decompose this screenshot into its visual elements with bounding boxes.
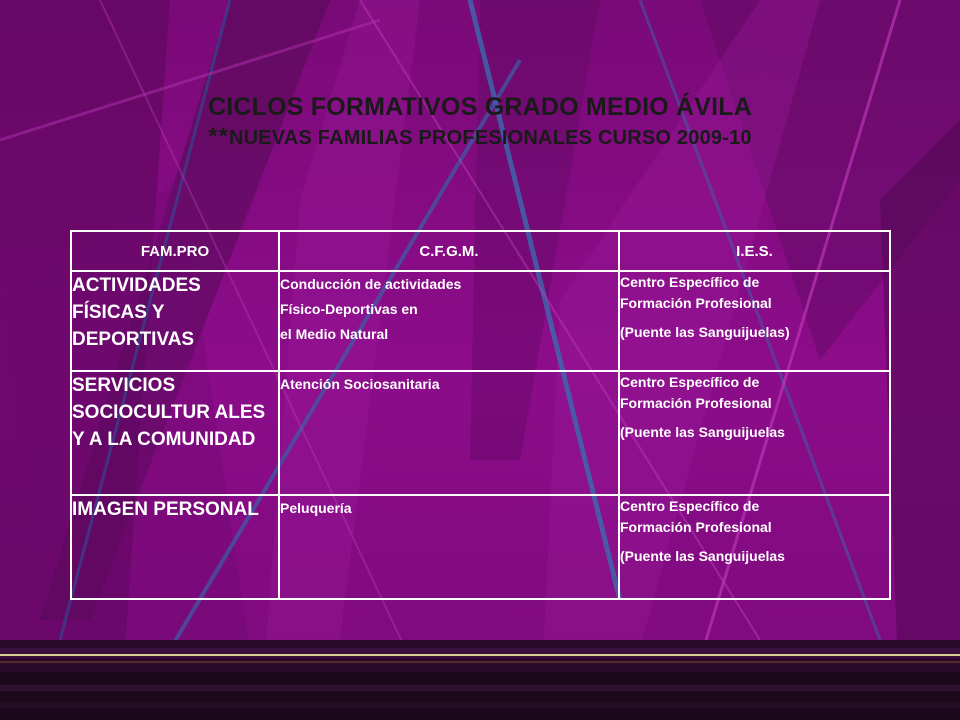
- familia-cell: SERVICIOS SOCIOCULTUR ALES Y A LA COMUNIDAD: [71, 371, 279, 495]
- ciclo-line: Físico-Deportivas en: [280, 301, 418, 317]
- title-line-2-text: NUEVAS FAMILIAS PROFESIONALES CURSO 2009-10: [228, 127, 752, 149]
- ies-line: Centro Específico de: [620, 498, 760, 514]
- title-asterisks: **: [208, 123, 229, 150]
- ies-cell: [619, 371, 890, 495]
- ciclo-cell: [279, 371, 619, 495]
- ciclo-line: Peluquería: [280, 500, 352, 516]
- ies-cell: [619, 271, 890, 371]
- ies-cell: [619, 495, 890, 599]
- ies-line: Formación Profesional: [620, 519, 772, 535]
- header-ies: I.E.S.: [619, 231, 890, 271]
- ciclos-table: [70, 230, 891, 600]
- ciclo-cell: [279, 495, 619, 599]
- familia-cell: ACTIVIDADES FÍSICAS Y DEPORTIVAS: [71, 271, 279, 371]
- familia-cell: IMAGEN PERSONAL: [71, 495, 279, 599]
- ies-line: Centro Específico de: [620, 374, 760, 390]
- title-line-2: [0, 123, 960, 152]
- table-header-row: [71, 231, 890, 271]
- table-row: [71, 371, 890, 495]
- ies-line: Formación Profesional: [620, 395, 772, 411]
- ies-line: (Puente las Sanguijuelas: [620, 548, 785, 564]
- ciclo-line: Atención Sociosanitaria: [280, 376, 440, 392]
- table-row: [71, 271, 890, 371]
- ies-line: (Puente las Sanguijuelas: [620, 424, 785, 440]
- ies-line: Centro Específico de: [620, 274, 760, 290]
- ciclo-line: Conducción de actividades: [280, 276, 462, 292]
- header-fam-pro: FAM.PRO: [71, 231, 279, 271]
- title-line-1: CICLOS FORMATIVOS GRADO MEDIO ÁVILA: [207, 93, 753, 121]
- ciclo-line: el Medio Natural: [280, 326, 389, 342]
- ies-line: Formación Profesional: [620, 295, 772, 311]
- slide-title: [0, 91, 960, 152]
- ciclo-cell: [279, 271, 619, 371]
- table-row: [71, 495, 890, 599]
- ies-line: (Puente las Sanguijuelas): [620, 324, 790, 340]
- header-cfgm: C.F.G.M.: [279, 231, 619, 271]
